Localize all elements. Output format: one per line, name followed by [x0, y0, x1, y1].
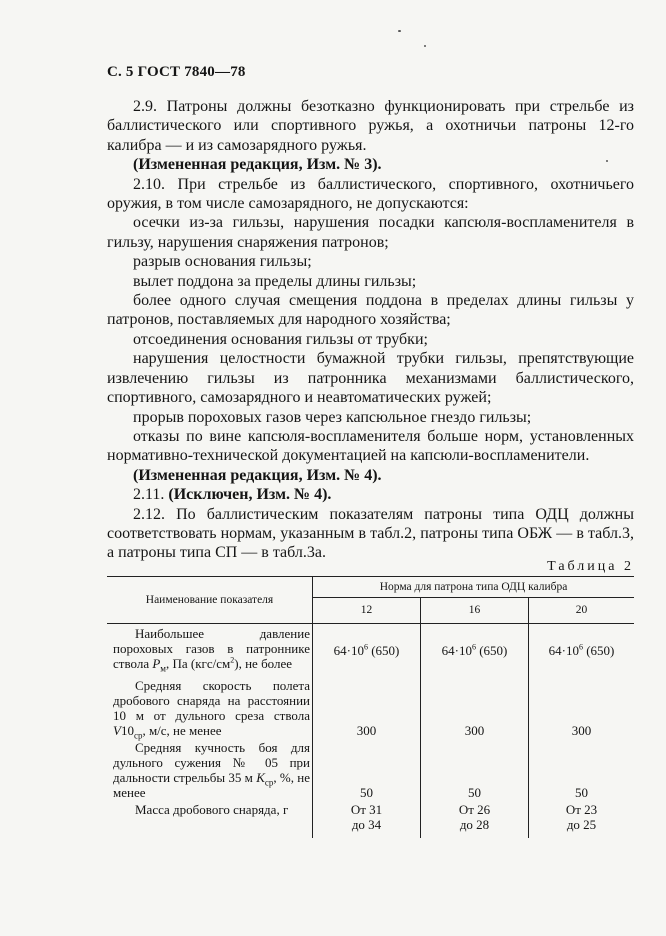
list-item: разрыв основания гильзы;	[133, 253, 312, 271]
column-header-caliber: 12	[313, 598, 421, 624]
paragraph-number: 2.11.	[133, 486, 165, 504]
paragraph-2-10: 2.10. При стрельбе из баллистического, спортивного, охотничьего оружия, в том числе самозарядного, не допускаются:	[107, 175, 634, 213]
list-item: отказы по вине капсюля-воспламенителя больше норм, установленных нормативно-технической документацией на капсюли-воспламенители.	[107, 427, 634, 465]
row-label: Наибольшее давление пороховых газов в патроннике ствола $P_м$, Па $(кгс/см^2)$, не более	[107, 624, 313, 679]
paragraph-2-12: 2.12. По баллистическим показателям патроны типа ОДЦ должны соответствовать нормам, указанным в табл.2, патроны типа ОБЖ — в табл.3, а патроны типа СП — в табл.3а.	[107, 505, 634, 562]
column-header-group: Норма для патрона типа ОДЦ калибра	[313, 577, 635, 598]
paragraph-2-11	[107, 485, 634, 504]
table-cell: $64\cdot 10^6$ (650)	[333, 642, 400, 658]
table-2	[107, 576, 634, 838]
scan-speck	[424, 45, 426, 47]
scan-speck	[398, 30, 401, 32]
list-item: нарушения целостности бумажной трубки гильзы, препятствующие извлечению гильзы из патронника механизмами баллистического, спортивного, самозарядного и неавтоматических ружей;	[107, 350, 634, 407]
list-item: вылет поддона за пределы длины гильзы;	[133, 272, 417, 290]
table-cell: 300	[571, 723, 592, 738]
column-header-caliber: 20	[529, 598, 635, 624]
table-cell: 300	[421, 678, 529, 740]
table-cell: $64\cdot 10^6$ (650)	[421, 624, 529, 679]
table-cell: 50	[360, 785, 373, 800]
list-item: осечки из-за гильзы, нарушения посадки капсюля-воспламенителя в гильзу, нарушения снаряжения патронов;	[107, 214, 634, 251]
table-cell: 50	[575, 785, 588, 800]
table-row	[107, 740, 634, 802]
page-header: С. 5 ГОСТ 7840—78	[107, 64, 246, 80]
paragraph-2-9: 2.9. Патроны должны безотказно функционировать при стрельбе из баллистического или спортивного ружья, а охотничьи патроны 12-го калибра — и из самозарядного ружья.	[107, 98, 634, 154]
revision-note-4: (Измененная редакция, Изм. № 4).	[133, 466, 382, 484]
list-item: более одного случая смещения поддона в пределах длины гильзы у патронов, поставляемых для народного хозяйства;	[107, 292, 634, 329]
row-label: Средняя кучность боя для дульного сужения № 05 при дальности стрельбы 35 м $К_{ср}$, %, не менее	[107, 740, 313, 802]
body-text	[107, 97, 634, 563]
table-cell: От 31 до 34	[350, 802, 383, 832]
table-caption: Таблица 2	[547, 559, 634, 574]
table-cell: 50	[421, 740, 529, 802]
table-cell: От 23 до 25	[565, 802, 598, 832]
row-label: Средняя скорость полета дробового снаряда на расстоянии 10 м от дульного среза ствола $V10_{ср}$, м/с, не менее	[107, 678, 313, 740]
table-cell: $64\cdot 10^6$ (650)	[548, 642, 615, 658]
table-row	[107, 678, 634, 740]
table-row	[107, 802, 634, 838]
list-item: прорыв пороховых газов через капсюльное гнездо гильзы;	[133, 408, 532, 426]
excluded-note: (Исключен, Изм. № 4).	[168, 486, 332, 504]
table-cell: От 26 до 28	[421, 802, 529, 838]
column-header-caliber: 16	[421, 598, 529, 624]
list-item: отсоединения основания гильзы от трубки;	[133, 330, 428, 348]
column-header-name: Наименование показателя	[107, 577, 313, 624]
table-row	[107, 624, 634, 679]
row-label: Масса дробового снаряда, г	[107, 802, 313, 838]
table-cell: 300	[356, 723, 377, 738]
revision-note-3: (Измененная редакция, Изм. № 3).	[133, 156, 382, 174]
